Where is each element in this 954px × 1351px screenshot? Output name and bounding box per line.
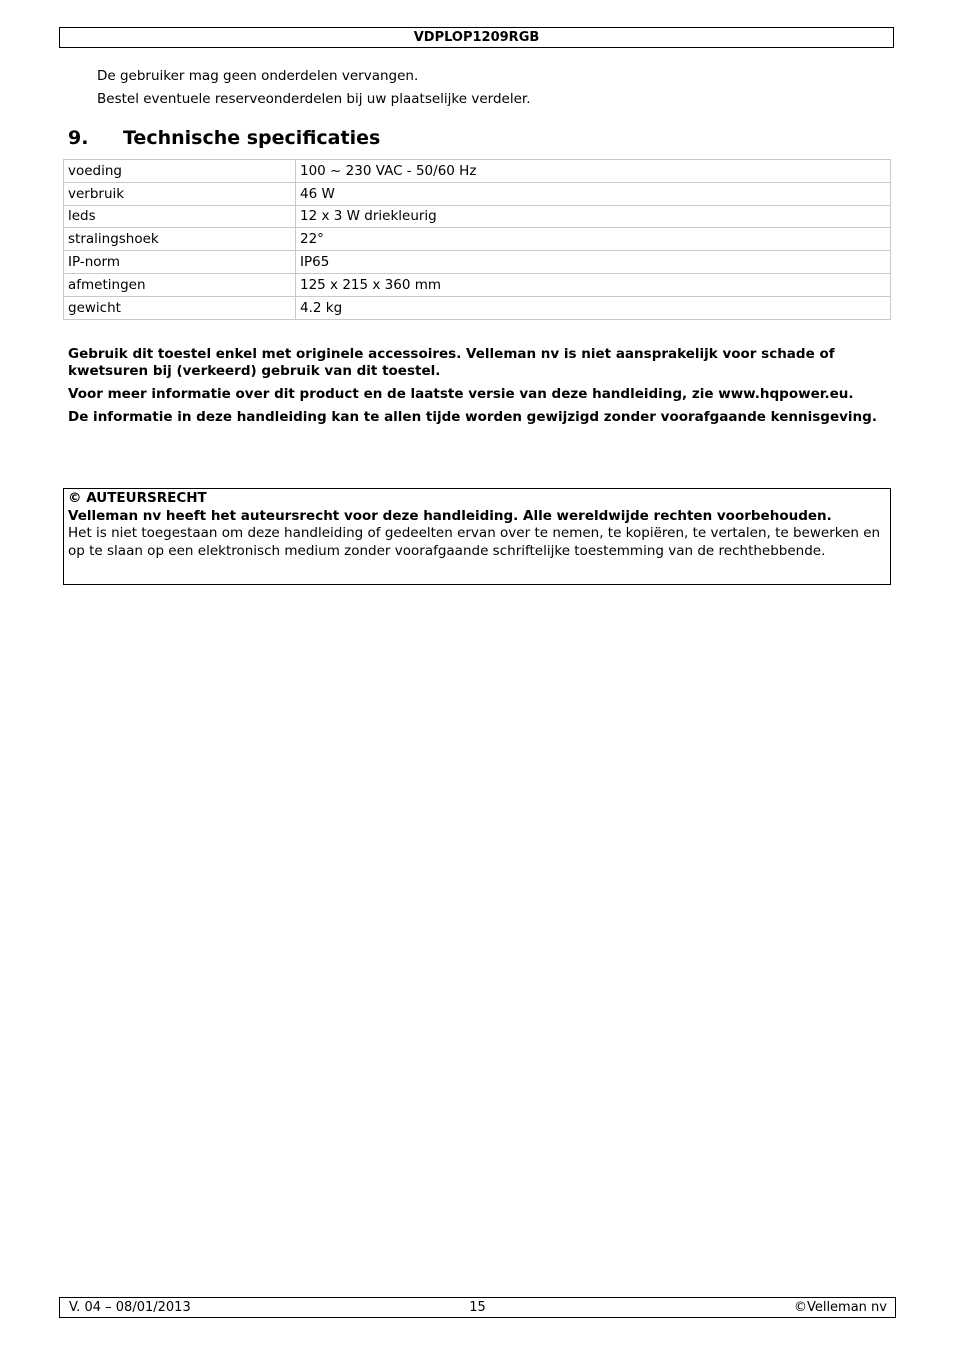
section-heading — [68, 127, 380, 149]
note-accessories: Gebruik dit toestel enkel met originele accessoires. Velleman nv is niet aansprakelijk voor schade of kwetsuren bij (verkeerd) gebruik van dit toestel. — [68, 346, 835, 379]
model-name: VDPLOP1209RGB — [413, 30, 540, 45]
copyright-body: Het is niet toegestaan om deze handleiding of gedeelten ervan over te nemen, te kopiëren, te vertalen, te bewerken en op te slaan op een elektronisch medium zonder voorafgaande schriftelijke toestemming van de rechthebbende. — [68, 525, 881, 559]
spec-key: stralingshoek — [64, 228, 296, 251]
table-row — [64, 160, 891, 183]
spec-key: leds — [64, 205, 296, 228]
table-row — [64, 273, 891, 296]
footer-page-number: 15 — [469, 1300, 486, 1315]
spec-value: 4.2 kg — [296, 296, 891, 319]
table-row — [64, 296, 891, 319]
spec-value: 46 W — [296, 182, 891, 205]
spec-key: afmetingen — [64, 273, 296, 296]
table-row — [64, 228, 891, 251]
table-row — [64, 205, 891, 228]
specs-table — [63, 159, 891, 320]
spec-value: 12 x 3 W driekleurig — [296, 205, 891, 228]
spec-value: 100 ~ 230 VAC - 50/60 Hz — [296, 160, 891, 183]
copyright-box — [63, 488, 891, 585]
intro-line-2: Bestel eventuele reserveonderdelen bij uw plaatselijke verdeler. — [97, 91, 531, 107]
page-header — [59, 27, 894, 48]
page-footer — [59, 1297, 896, 1318]
spec-key: verbruik — [64, 182, 296, 205]
footer-owner: ©Velleman nv — [793, 1300, 887, 1315]
spec-key: voeding — [64, 160, 296, 183]
copyright-statement: Velleman nv heeft het auteursrecht voor deze handleiding. Alle wereldwijde rechten voorbehouden. — [68, 507, 832, 524]
spec-key: gewicht — [64, 296, 296, 319]
notes-block — [68, 346, 898, 432]
section-title: Technische specificaties — [123, 127, 381, 149]
table-row — [64, 182, 891, 205]
spec-value: 22° — [296, 228, 891, 251]
intro-line-1: De gebruiker mag geen onderdelen vervangen. — [97, 68, 419, 84]
section-number: 9. — [68, 127, 89, 149]
spec-value: 125 x 215 x 360 mm — [296, 273, 891, 296]
footer-version: V. 04 – 08/01/2013 — [69, 1300, 191, 1315]
note-changes: De informatie in deze handleiding kan te allen tijde worden gewijzigd zonder voorafgaande kennisgeving. — [68, 409, 877, 425]
spec-value: IP65 — [296, 251, 891, 274]
spec-key: IP-norm — [64, 251, 296, 274]
table-row — [64, 251, 891, 274]
copyright-title: © AUTEURSRECHT — [68, 490, 207, 506]
note-more-info: Voor meer informatie over dit product en de laatste versie van deze handleiding, zie www.hqpower.eu. — [68, 386, 854, 402]
